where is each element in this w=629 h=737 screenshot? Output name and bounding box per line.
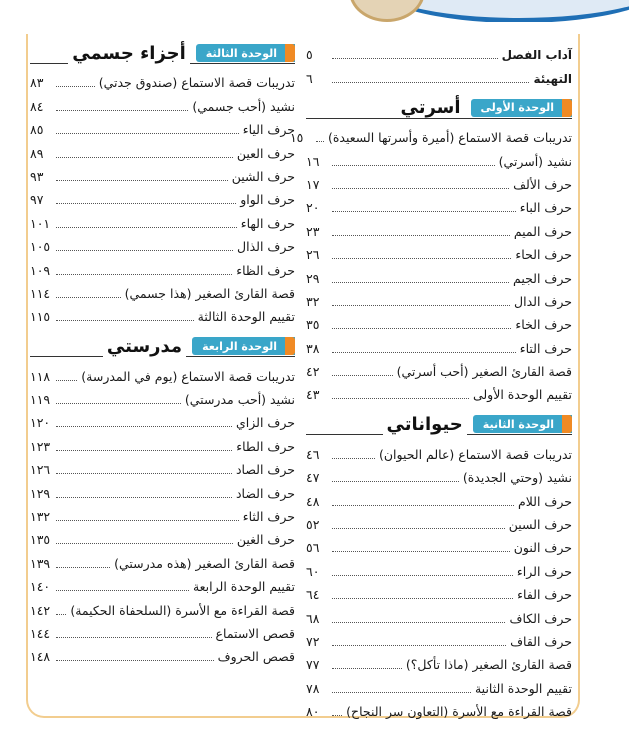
toc-entry-page: ١٤٨ [30,649,51,665]
leader-dots [56,320,194,321]
toc-entry-page: ١٢٠ [30,415,51,431]
leader-dots [332,622,505,623]
unit-title: أسرتي [396,97,464,118]
leader-dots [332,528,505,529]
leader-dots [332,282,509,283]
leader-dots [56,614,66,615]
toc-entry[interactable] [30,408,295,431]
leader-dots [56,133,239,134]
toc-entry-page: ٩٣ [30,168,44,184]
leader-dots [56,203,236,204]
toc-entry-title: حرف الزاي [236,415,295,431]
unit-header [30,40,295,66]
toc-entry[interactable] [306,439,572,462]
toc-entry-page: ١٠٩ [30,262,51,278]
toc-entry[interactable] [306,463,572,486]
toc-entry[interactable] [306,603,572,626]
toc-entry-title: قصة القارئ الصغير (ماذا تأكل؟) [405,657,572,673]
toc-entry-title: حرف الياء [242,122,295,138]
toc-entry[interactable] [306,63,572,86]
leader-dots [332,188,509,189]
toc-entry[interactable] [30,255,295,278]
leader-dots [332,328,511,329]
toc-entry-page: ٦٠ [306,563,320,579]
toc-entry[interactable] [30,162,295,185]
toc-right-column [289,40,572,720]
toc-entry[interactable] [306,333,572,356]
toc-entry-page: ١٠١ [30,215,51,231]
leader-dots [56,227,237,228]
toc-entry-page: ١٥ [289,130,304,146]
toc-entry-page: ٣٢ [306,293,320,309]
toc-entry-title: حرف الظاء [236,262,295,278]
leader-dots [56,450,232,451]
toc-entry-title: حرف الشين [231,168,295,184]
leader-dots [332,211,516,212]
toc-entry-page: ١٧ [306,176,320,192]
toc-entry-title: حرف الخاء [515,317,572,333]
toc-entry-page: ١٤٠ [30,579,51,595]
leader-dots [316,141,324,142]
toc-entry[interactable] [289,123,572,146]
leader-dots [332,645,506,646]
unit-header [306,95,572,121]
toc-entry[interactable] [306,146,572,169]
unit-label: الوحدة الأولى [480,101,554,115]
leader-dots [56,297,121,298]
toc-entry[interactable] [306,357,572,380]
toc-entry[interactable] [306,170,572,193]
toc-entry-title: تدريبات قصة الاستماع (عالم الحيوان) [378,446,572,462]
toc-entry[interactable] [30,68,295,91]
toc-entry-page: ١٠٥ [30,239,51,255]
toc-entry[interactable] [306,287,572,310]
toc-entry[interactable] [30,361,295,384]
toc-entry-page: ٢٩ [306,270,320,286]
toc-entry-page: ٨٥ [30,122,44,138]
toc-entry-page: ٧٢ [306,633,320,649]
toc-entry-page: ٢٦ [306,247,320,263]
leader-dots [332,505,514,506]
leader-dots [332,58,498,59]
toc-entry-title: تدريبات قصة الاستماع (يوم في المدرسة) [81,368,295,384]
unit-label: الوحدة الثانية [482,417,554,431]
leader-dots [332,398,469,399]
toc-entry-title: تقييم الوحدة الأولى [472,387,572,403]
toc-entry-title: حرف الغين [236,532,295,548]
toc-entry-title: حرف الدال [514,293,572,309]
leader-dots [56,274,232,275]
leader-dots [332,375,393,376]
toc-entry[interactable] [30,138,295,161]
toc-entry-title: قصص الاستماع [215,625,295,641]
toc-entry-page: ٧٧ [306,657,320,673]
toc-entry-page: ٢٠ [306,200,320,216]
toc-entry-page: ١٢٦ [30,462,51,478]
toc-entry-page: ١٤٤ [30,625,51,641]
toc-entry-page: ١٣٩ [30,555,51,571]
leader-dots [332,598,513,599]
toc-entry-page: ٥٢ [306,517,320,533]
leader-dots [56,426,232,427]
toc-entry-title: حرف الراء [516,563,572,579]
header-image-circle [349,0,425,22]
toc-entry-page: ١١٥ [30,309,51,325]
unit-badge-accent [562,415,572,433]
toc-entry-title: تدريبات قصة الاستماع (صندوق جدتي) [98,75,295,91]
unit-badge [473,415,572,433]
toc-entry[interactable] [306,533,572,556]
toc-entry-title: حرف العين [236,145,295,161]
unit-title: حيواناتي [383,414,467,435]
leader-dots [56,520,239,521]
toc-entry-title: حرف السين [508,517,572,533]
leader-dots [56,110,188,111]
toc-entry-title: قصة القراءة مع الأسرة (السلحفاة الحكيمة) [70,602,295,618]
toc-entry-title: حرف الضاد [235,485,295,501]
toc-entry-title: قصص الحروف [217,649,295,665]
leader-dots [332,305,510,306]
toc-entry-title: حرف الباء [519,200,572,216]
toc-entry-page: ٨٣ [30,75,44,91]
unit-badge-accent [285,337,295,355]
toc-entry-title: حرف الجيم [513,270,572,286]
toc-entry-title: نشيد (أحب مدرستي) [184,392,295,408]
toc-entry[interactable] [306,650,572,673]
toc-entry-title: نشيد (أسرتي) [498,153,572,169]
toc-entry[interactable] [306,240,572,263]
toc-entry-page: ٧٨ [306,680,320,696]
unit-header [306,411,572,437]
toc-entry[interactable] [306,697,572,720]
toc-entry-page: ١٦ [306,153,320,169]
leader-dots [332,668,402,669]
toc-entry[interactable] [30,642,295,665]
unit-badge-accent [285,44,295,62]
toc-entry[interactable] [30,385,295,408]
unit-badge [196,44,295,62]
unit-label: الوحدة الثالثة [205,46,277,60]
toc-entry-title: التهيئة [533,71,572,86]
toc-entry-page: ٨٠ [306,704,320,720]
toc-entry[interactable] [30,279,295,302]
toc-entry[interactable] [306,310,572,333]
toc-entry[interactable] [30,455,295,478]
toc-entry-page: ٤٦ [306,446,320,462]
toc-entry-title: تقييم الوحدة الرابعة [192,579,295,595]
toc-entry[interactable] [306,263,572,286]
toc-entry[interactable] [30,91,295,114]
toc-entry-title: حرف الميم [513,223,572,239]
toc-entry-page: ٩٧ [30,192,44,208]
toc-entry[interactable] [306,40,572,63]
toc-entry-title: تقييم الوحدة الثانية [474,680,572,696]
unit-title: أجزاء جسمي [68,43,190,64]
toc-entry[interactable] [306,580,572,603]
toc-entry-page: ١١٩ [30,392,51,408]
toc-entry[interactable] [30,548,295,571]
leader-dots [332,551,510,552]
unit-badge [471,99,572,117]
toc-entry-title: تدريبات قصة الاستماع (أميرة وأسرتها السعيدة) [327,130,572,146]
toc-entry-page: ١٣٥ [30,532,51,548]
toc-entry-page: ٣٥ [306,317,320,333]
leader-dots [332,715,342,716]
leader-dots [56,250,233,251]
toc-entry-title: حرف النون [513,540,572,556]
toc-entry[interactable] [30,478,295,501]
unit-badge [192,337,295,355]
toc-entry[interactable] [30,302,295,325]
toc-entry-page: ١٣٢ [30,509,51,525]
toc-entry-title: حرف الألف [513,176,572,192]
toc-entry-title: حرف الصاد [235,462,295,478]
toc-entry-title: حرف القاف [510,633,572,649]
toc-entry[interactable] [306,380,572,403]
toc-entry-title: حرف اللام [517,493,572,509]
leader-dots [332,481,459,482]
unit-header [30,333,295,359]
unit-badge-accent [562,99,572,117]
unit-label: الوحدة الرابعة [202,339,277,353]
toc-entry-page: ١٢٩ [30,485,51,501]
toc-entry-page: ٦ [306,70,313,86]
toc-entry[interactable] [30,185,295,208]
toc-entry[interactable] [30,431,295,454]
leader-dots [332,235,510,236]
leader-dots [56,403,181,404]
toc-entry[interactable] [30,115,295,138]
leader-dots [332,458,375,459]
toc-entry-page: ٤٣ [306,387,320,403]
leader-dots [56,660,214,661]
toc-entry-page: ٤٧ [306,470,320,486]
leader-dots [56,473,232,474]
toc-entry[interactable] [30,572,295,595]
leader-dots [56,590,189,591]
toc-entry-page: ١١٤ [30,285,51,301]
toc-entry-page: ٤٢ [306,364,320,380]
toc-entry-page: ٥٦ [306,540,320,556]
toc-entry[interactable] [306,556,572,579]
toc-entry-page: ٥ [306,47,313,63]
leader-dots [332,692,471,693]
toc-entry-title: حرف الهاء [240,215,295,231]
toc-entry[interactable] [306,486,572,509]
toc-entry[interactable] [30,525,295,548]
leader-dots [332,258,511,259]
toc-entry[interactable] [306,216,572,239]
toc-entry[interactable] [30,502,295,525]
leader-dots [332,575,513,576]
toc-entry[interactable] [30,232,295,255]
toc-entry[interactable] [306,193,572,216]
toc-entry-page: ٢٣ [306,223,320,239]
toc-entry-title: نشيد (وحتي الجديدة) [462,470,572,486]
toc-entry-title: حرف الفاء [517,587,572,603]
toc-entry[interactable] [30,208,295,231]
toc-entry-page: ١٢٣ [30,438,51,454]
toc-entry-page: ٨٤ [30,98,44,114]
leader-dots [332,82,529,83]
toc-entry-page: ٦٨ [306,610,320,626]
toc-entry-title: قصة القراءة مع الأسرة (التعاون سر النجاح) [346,704,572,720]
leader-dots [56,380,77,381]
toc-entry-page: ١١٨ [30,368,51,384]
toc-entry-title: حرف الذال [237,239,295,255]
toc-entry[interactable] [306,510,572,533]
toc-entry-title: قصة القارئ الصغير (هذه مدرستي) [114,555,295,571]
toc-entry-title: حرف الثاء [242,509,295,525]
toc-entry-title: حرف الطاء [236,438,295,454]
toc-entry-title: آداب الفصل [501,48,572,63]
toc-entry[interactable] [306,627,572,650]
toc-entry-title: حرف الحاء [515,247,572,263]
toc-entry-page: ٨٩ [30,145,44,161]
toc-entry[interactable] [30,595,295,618]
toc-entry-title: حرف الكاف [509,610,572,626]
top-decoration [299,0,629,22]
toc-entry-title: حرف الواو [240,192,295,208]
toc-entry-title: قصة القارئ الصغير (هذا جسمي) [124,285,295,301]
toc-entry-title: نشيد (أحب جسمي) [192,98,295,114]
toc-entry-title: قصة القارئ الصغير (أحب أسرتي) [396,364,572,380]
leader-dots [56,180,228,181]
toc-left-column [30,40,295,665]
leader-dots [56,637,212,638]
toc-entry-page: ٦٤ [306,587,320,603]
leader-dots [56,567,110,568]
toc-entry-page: ٣٨ [306,340,320,356]
toc-entry-title: تقييم الوحدة الثالثة [197,309,295,325]
leader-dots [56,86,95,87]
leader-dots [332,165,495,166]
leader-dots [56,497,232,498]
leader-dots [56,543,233,544]
toc-entry[interactable] [306,673,572,696]
unit-title: مدرستي [103,336,186,357]
toc-entry[interactable] [30,619,295,642]
leader-dots [56,157,233,158]
toc-entry-page: ١٤٢ [30,602,51,618]
leader-dots [332,352,516,353]
toc-entry-page: ٤٨ [306,493,320,509]
toc-entry-title: حرف التاء [519,340,572,356]
